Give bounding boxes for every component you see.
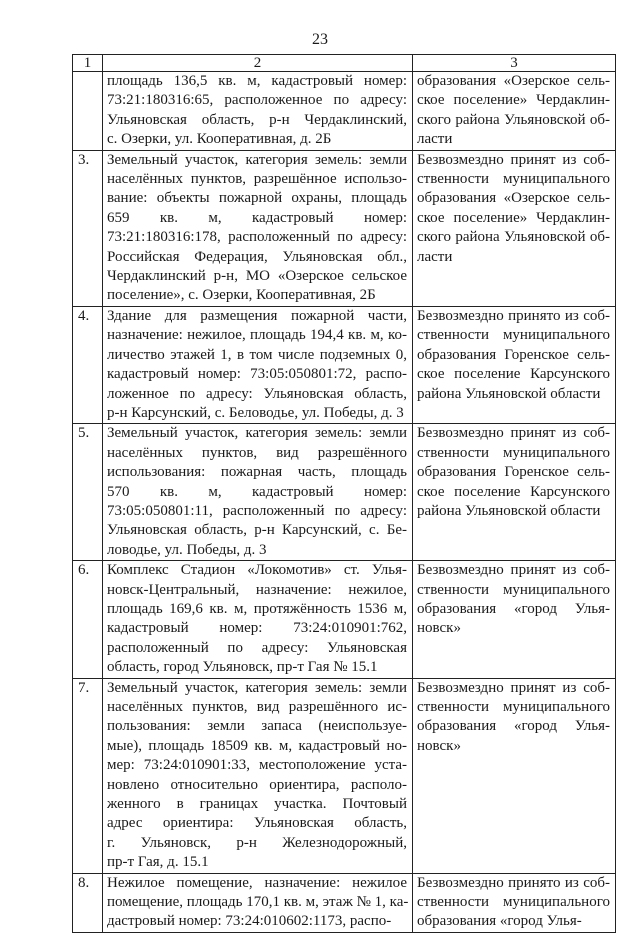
- description-line: ловодье, ул. Победы, д. 3: [107, 541, 267, 558]
- recipient-line: образования «город Улья-: [417, 600, 610, 617]
- recipient-line: ственности муниципального: [417, 894, 610, 911]
- description-line: Земельный участок, категория земель: земли: [107, 425, 407, 442]
- recipient-line: ственности муниципального: [417, 327, 610, 344]
- description-line: помещение, площадь 170,1 кв. м, этаж № 1, ка-: [107, 894, 409, 911]
- recipient-line: Безвозмездно принят из соб-: [417, 151, 610, 168]
- recipient-line: ское поселение Карсунского: [417, 366, 610, 383]
- description-line: 73:05:050801:11, расположенный по адресу:: [107, 502, 407, 519]
- description-line: кадастровый номер: 73:05:050801:72, распо-: [107, 366, 407, 383]
- recipient-line: образования «город Улья-: [417, 913, 582, 930]
- description-line: использования: пожарная часть, площадь: [107, 464, 407, 481]
- property-table: [72, 54, 616, 933]
- description-line: площадь 136,5 кв. м, кадастровый номер:: [107, 73, 407, 89]
- description-line: назначение: нежилое, площадь 194,4 кв. м, ко-: [107, 327, 407, 344]
- table-row: [73, 306, 616, 423]
- description-line: площадь 169,6 кв. м, протяжённость 1536 м,: [107, 600, 407, 617]
- description-line: Здание для размещения пожарной части,: [107, 307, 407, 324]
- transfer-recipient: [413, 873, 616, 932]
- recipient-line: новск»: [417, 737, 461, 754]
- property-description: [103, 306, 413, 423]
- recipient-line: ственности муниципального: [417, 581, 610, 598]
- recipient-line: ское поселение Карсунского: [417, 483, 610, 500]
- property-description: [103, 150, 413, 306]
- transfer-recipient: [413, 424, 616, 561]
- transfer-recipient: [413, 72, 616, 151]
- description-line: кадастровый номер: 73:24:010901:762,: [107, 620, 407, 637]
- recipient-line: ственности муниципального: [417, 171, 610, 188]
- description-line: новск-Центральный, назначение: нежилое,: [107, 581, 407, 598]
- recipient-line: Безвозмездно принят из соб-: [417, 562, 610, 579]
- header-col-2: 2: [103, 55, 413, 72]
- description-line: личество этажей 1, в том числе подземных 0,: [107, 346, 407, 363]
- row-number: 8.: [73, 873, 103, 932]
- recipient-line: Безвозмездно принят из соб-: [417, 679, 610, 696]
- description-line: Ульяновская область, р-н Карсунский, с. Бе-: [107, 522, 407, 539]
- description-line: пр-т Гая, д. 15.1: [107, 854, 209, 871]
- description-line: ложенное по адресу: Ульяновская область,: [107, 385, 407, 402]
- recipient-line: образования «город Улья-: [417, 718, 610, 735]
- description-line: мер: 73:24:010901:33, местоположение уста-: [107, 757, 407, 774]
- recipient-line: ское поселение» Чердаклин-: [417, 92, 610, 109]
- transfer-recipient: [413, 561, 616, 678]
- row-number: 7.: [73, 678, 103, 873]
- description-line: Чердаклинский р-н, МО «Озерское сельское: [107, 268, 407, 285]
- table-row: [73, 424, 616, 561]
- property-description: [103, 561, 413, 678]
- row-number: 3.: [73, 150, 103, 306]
- row-number: [73, 72, 103, 151]
- recipient-line: образования Горенское сель-: [417, 346, 610, 363]
- description-line: Комплекс Стадион «Локомотив» ст. Улья-: [107, 562, 407, 579]
- property-description: [103, 873, 413, 932]
- table-body: [73, 72, 616, 933]
- property-description: [103, 678, 413, 873]
- recipient-line: ласти: [417, 131, 453, 148]
- description-line: мые), площадь 18509 кв. м, кадастровый но-: [107, 737, 407, 754]
- header-col-3: 3: [413, 55, 616, 72]
- table-row: [73, 678, 616, 873]
- row-number: 5.: [73, 424, 103, 561]
- table-row: [73, 873, 616, 932]
- description-line: 73:21:180316:178, расположенный по адресу:: [107, 229, 407, 246]
- property-description: [103, 72, 413, 151]
- table-row: [73, 150, 616, 306]
- table-row: [73, 561, 616, 678]
- description-line: область, город Ульяновск, пр-т Гая № 15.1: [107, 659, 378, 676]
- description-line: вание: объекты пожарной охраны, площадь: [107, 190, 407, 207]
- row-number: 4.: [73, 306, 103, 423]
- description-line: с. Озерки, ул. Кооперативная, д. 2Б: [107, 131, 332, 148]
- description-line: населённых пунктов, вид разрешённого ис-: [107, 699, 407, 715]
- recipient-line: новск»: [417, 620, 461, 637]
- description-line: женного в границах участка. Почтовый: [107, 796, 407, 813]
- transfer-recipient: [413, 678, 616, 873]
- description-line: новлено относительно ориентира, располо-: [107, 776, 407, 793]
- property-description: [103, 424, 413, 561]
- recipient-line: ственности муниципального: [417, 444, 610, 461]
- description-line: Земельный участок, категория земель: земли: [107, 151, 407, 168]
- table-header-row: [73, 55, 616, 72]
- description-line: г. Ульяновск, р-н Железнодорожный,: [107, 834, 407, 851]
- recipient-line: района Ульяновской области: [417, 385, 601, 402]
- transfer-recipient: [413, 150, 616, 306]
- recipient-line: ское поселение» Чердаклин-: [417, 209, 610, 226]
- recipient-line: ственности муниципального: [417, 699, 610, 715]
- description-line: расположенный по адресу: Ульяновская: [107, 639, 407, 656]
- description-line: Российская Федерация, Ульяновская обл.,: [107, 248, 407, 265]
- transfer-recipient: [413, 306, 616, 423]
- description-line: Ульяновская область, р-н Чердаклинский,: [107, 111, 407, 128]
- description-line: Земельный участок, категория земель: земли: [107, 679, 407, 696]
- description-line: населённых пунктов, разрешённое использо-: [107, 171, 407, 188]
- description-line: населённых пунктов, вид разрешённого: [107, 444, 407, 461]
- recipient-line: Безвозмездно принято из соб-: [417, 874, 610, 891]
- recipient-line: ласти: [417, 248, 453, 265]
- recipient-line: образования Горенское сель-: [417, 464, 610, 481]
- recipient-line: ского района Ульяновской об-: [417, 229, 610, 246]
- row-number: 6.: [73, 561, 103, 678]
- recipient-line: ского района Ульяновской об-: [417, 111, 610, 128]
- description-line: Нежилое помещение, назначение: нежилое: [107, 874, 407, 891]
- recipient-line: образования «Озерское сель-: [417, 190, 610, 207]
- description-line: дастровый номер: 73:24:010602:1173, распо-: [107, 913, 392, 930]
- page-number: 23: [312, 31, 328, 48]
- recipient-line: района Ульяновской области: [417, 502, 601, 519]
- description-line: поселение», с. Озерки, Кооперативная, 2Б: [107, 287, 376, 304]
- description-line: 659 кв. м, кадастровый номер:: [107, 209, 407, 226]
- recipient-line: Безвозмездно принято из соб-: [417, 307, 610, 324]
- description-line: р-н Карсунский, с. Беловодье, ул. Победы, д. 3: [107, 404, 404, 421]
- description-line: адрес ориентира: Ульяновская область,: [107, 815, 407, 832]
- description-line: 73:21:180316:65, расположенное по адресу:: [107, 92, 407, 109]
- header-col-1: 1: [73, 55, 103, 72]
- table-row: [73, 72, 616, 151]
- description-line: пользования: земли запаса (неиспользуе-: [107, 718, 407, 735]
- recipient-line: Безвозмездно принят из соб-: [417, 425, 610, 442]
- recipient-line: образования «Озерское сель-: [417, 73, 610, 89]
- description-line: 570 кв. м, кадастровый номер:: [107, 483, 407, 500]
